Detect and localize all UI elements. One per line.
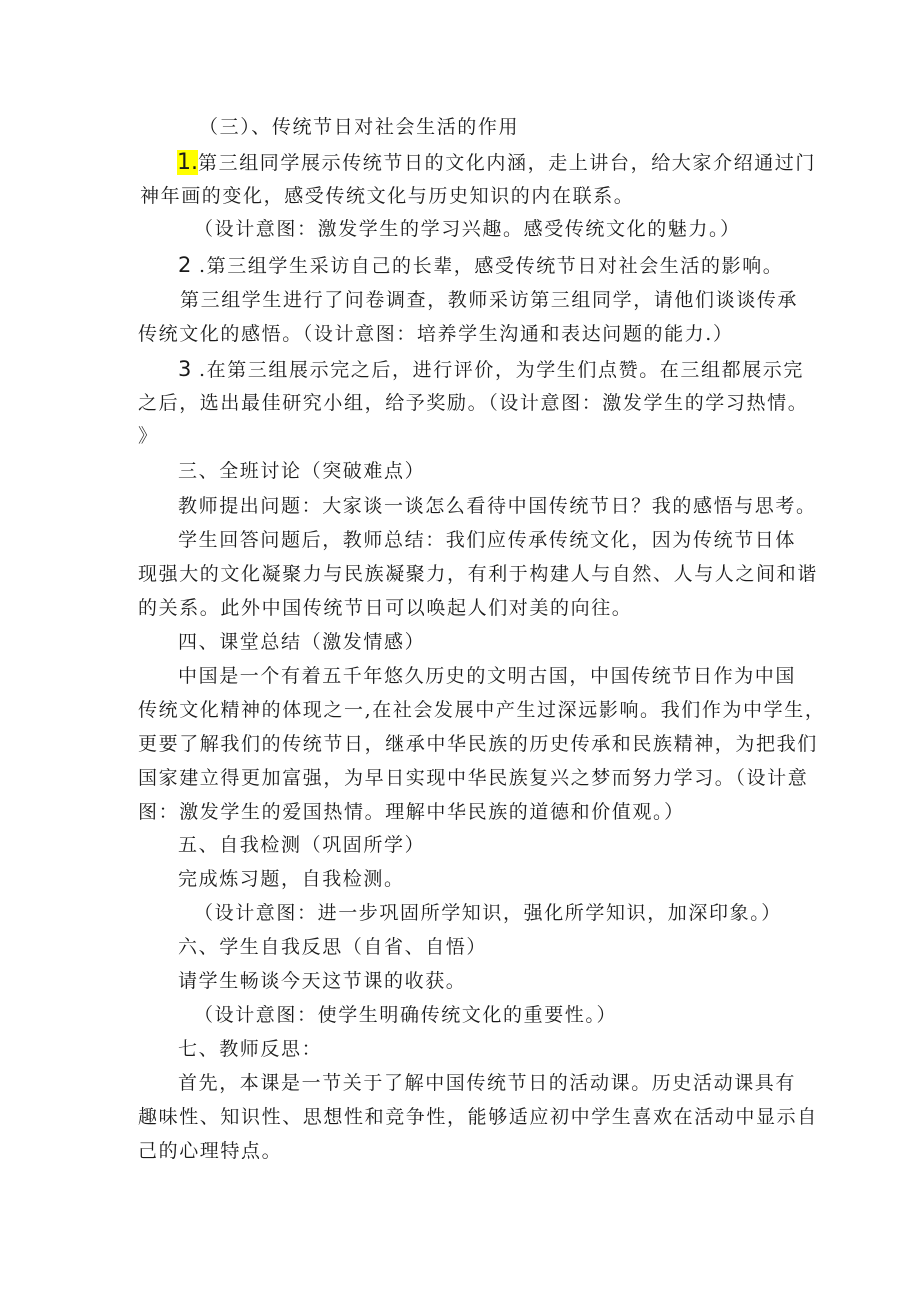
paragraph-line: 请学生畅谈今天这节课的收获。 [178, 970, 467, 992]
section-heading-teacher-reflection: 七、教师反思： [178, 1038, 323, 1060]
list-item-2: 2 .第三组学生采访自己的长辈，感受传统节日对社会生活的影响。 [178, 253, 784, 277]
section-heading-3: （三）、传统节日对社会生活的作用 [199, 116, 520, 138]
highlighted-number: 1. [177, 150, 198, 175]
list-number: 2 [178, 253, 193, 277]
section-heading-discussion: 三、全班讨论（突破难点） [178, 460, 426, 482]
design-intent-note: （设计意图：进一步巩固所学知识，强化所学知识，加深印象。） [194, 902, 782, 924]
section-heading-self-test: 五、自我检测（巩固所学） [178, 834, 426, 856]
design-intent-note: （设计意图：激发学生的学习兴趣。感受传统文化的魅力。） [194, 218, 741, 240]
paragraph-line: 现强大的文化凝聚力与民族凝聚力，有利于构建人与自然、人与人之间和谐 [138, 563, 818, 585]
design-intent-note: （设计意图：使学生明确传统文化的重要性。） [194, 1004, 618, 1026]
paragraph-line: 传统文化精神的体现之一,在社会发展中产生过深远影响。我们作为中学生， [138, 699, 826, 721]
paragraph-line: 第三组学生进行了问卷调查，教师采访第三组同学，请他们谈谈传承 [180, 289, 799, 311]
paragraph-line: 更要了解我们的传统节日，继承中华民族的历史传承和民族精神，为把我们 [138, 733, 818, 755]
paragraph-line: 的关系。此外中国传统节日可以唤起人们对美的向往。 [138, 597, 633, 619]
paragraph-line: 》 [138, 425, 159, 447]
section-heading-reflection: 六、学生自我反思（自省、自悟） [178, 936, 488, 958]
list-item-1: 1.第三组同学展示传统节日的文化内涵，走上讲台，给大家介绍通过门 [177, 150, 817, 175]
paragraph-line: 趣味性、知识性、思想性和竞争性，能够适应初中学生喜欢在活动中显示自 [138, 1106, 818, 1128]
paragraph-line: 中国是一个有着五千年悠久历史的文明古国，中国传统节日作为中国 [178, 665, 797, 687]
list-item-3: 3 .在第三组展示完之后，进行评价，为学生们点赞。在三组都展示完 [178, 357, 805, 381]
paragraph-line: 首先，本课是一节关于了解中国传统节日的活动课。历史活动课具有 [178, 1072, 797, 1094]
paragraph-line: 教师提出问题：大家谈一谈怎么看待中国传统节日？我的感悟与思考。 [178, 495, 817, 517]
section-heading-summary: 四、课堂总结（激发情感） [178, 631, 426, 653]
paragraph-line: 己的心理特点。 [138, 1140, 283, 1162]
list-number: 3 [178, 357, 193, 381]
paragraph-line: 之后，选出最佳研究小组，给予奖励。（设计意图：激发学生的学习热情。 [138, 392, 809, 414]
paragraph-line: 完成炼习题，自我检测。 [178, 868, 405, 890]
paragraph-line: 国家建立得更加富强，为早日实现中华民族复兴之梦而努力学习。（设计意 [138, 767, 809, 789]
paragraph-line: 传统文化的感悟。（设计意图：培养学生沟通和表达问题的能力.） [138, 323, 734, 345]
paragraph-line: 神年画的变化，感受传统文化与历史知识的内在联系。 [140, 185, 635, 207]
paragraph-line: 图：激发学生的爱国热情。理解中华民族的道德和价值观。） [138, 801, 685, 823]
paragraph-line: 学生回答问题后，教师总结：我们应传承传统文化，因为传统节日体 [178, 529, 797, 551]
